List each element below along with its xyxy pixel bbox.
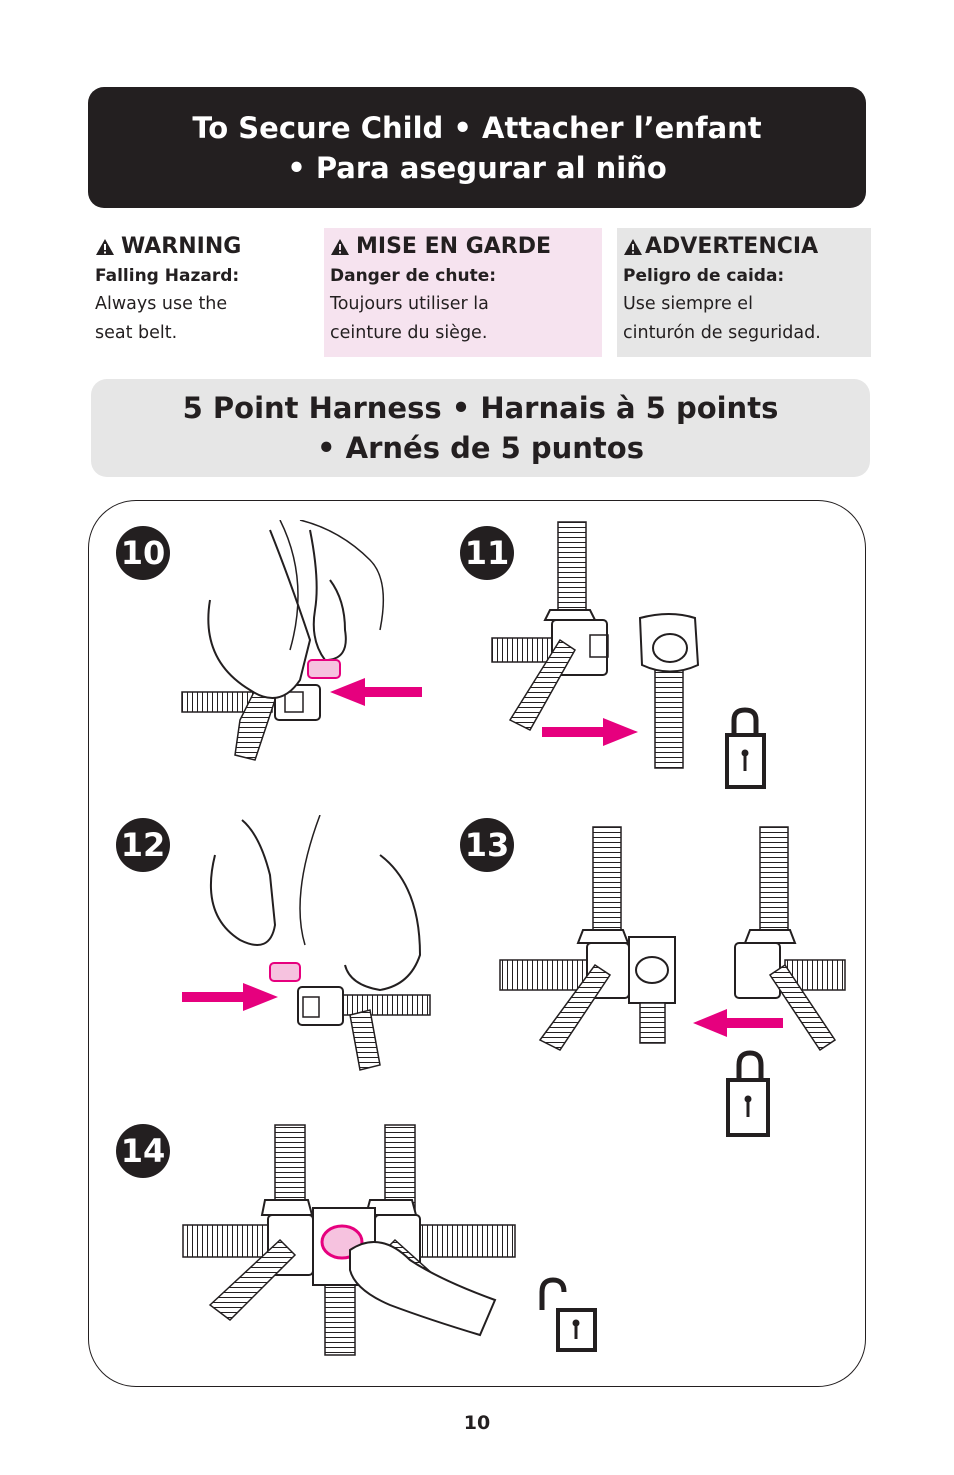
warning-text-line-1: Always use the [95,294,228,314]
warning-triangle-icon [95,238,115,256]
title-line-1: To Secure Child • Attacher l’enfant [192,110,762,145]
warning-title: MISE EN GARDE [356,234,552,259]
warning-text-line-1: Toujours utiliser la [330,294,489,314]
step-10-illustration [180,520,440,770]
warning-subtitle: Danger de chute: [330,266,497,286]
step-number-12: 12 [116,818,170,872]
warning-text-line-2: ceinture du siège. [330,323,488,343]
warning-heading [95,232,293,262]
step-11-illustration [490,520,780,795]
title-line-2: • Para asegurar al niño [287,150,667,185]
step-14-illustration [180,1120,610,1360]
step-13-illustration [495,825,850,1145]
step-12-illustration [180,815,440,1075]
warning-title: ADVERTENCIA [645,234,819,259]
padlock-locked-icon [727,710,764,787]
warning-subtitle: Peligro de caida: [623,266,785,286]
warning-heading [330,232,596,262]
warning-text-line-2: cinturón de seguridad. [623,323,821,343]
page-title [88,87,866,208]
warning-text-line-1: Use siempre el [623,294,753,314]
warning-english [89,228,299,357]
warning-heading [623,232,865,262]
step-number-14: 14 [116,1124,170,1178]
step-number-10: 10 [116,526,170,580]
section-title-line-1: 5 Point Harness • Harnais à 5 points [182,391,779,425]
page-number: 10 [463,1412,491,1434]
warning-triangle-icon [623,238,643,256]
padlock-locked-icon [728,1053,768,1135]
warning-subtitle: Falling Hazard: [95,266,240,286]
step-number-13: 13 [460,818,514,872]
padlock-unlocked-icon [542,1280,595,1350]
warning-title: WARNING [121,234,242,259]
warning-french [324,228,602,357]
warning-spanish [617,228,871,357]
step-number-11: 11 [460,526,514,580]
warning-triangle-icon [330,238,350,256]
section-title-line-2: • Arnés de 5 puntos [317,431,644,465]
warning-text-line-2: seat belt. [95,323,178,343]
section-title [91,379,870,477]
